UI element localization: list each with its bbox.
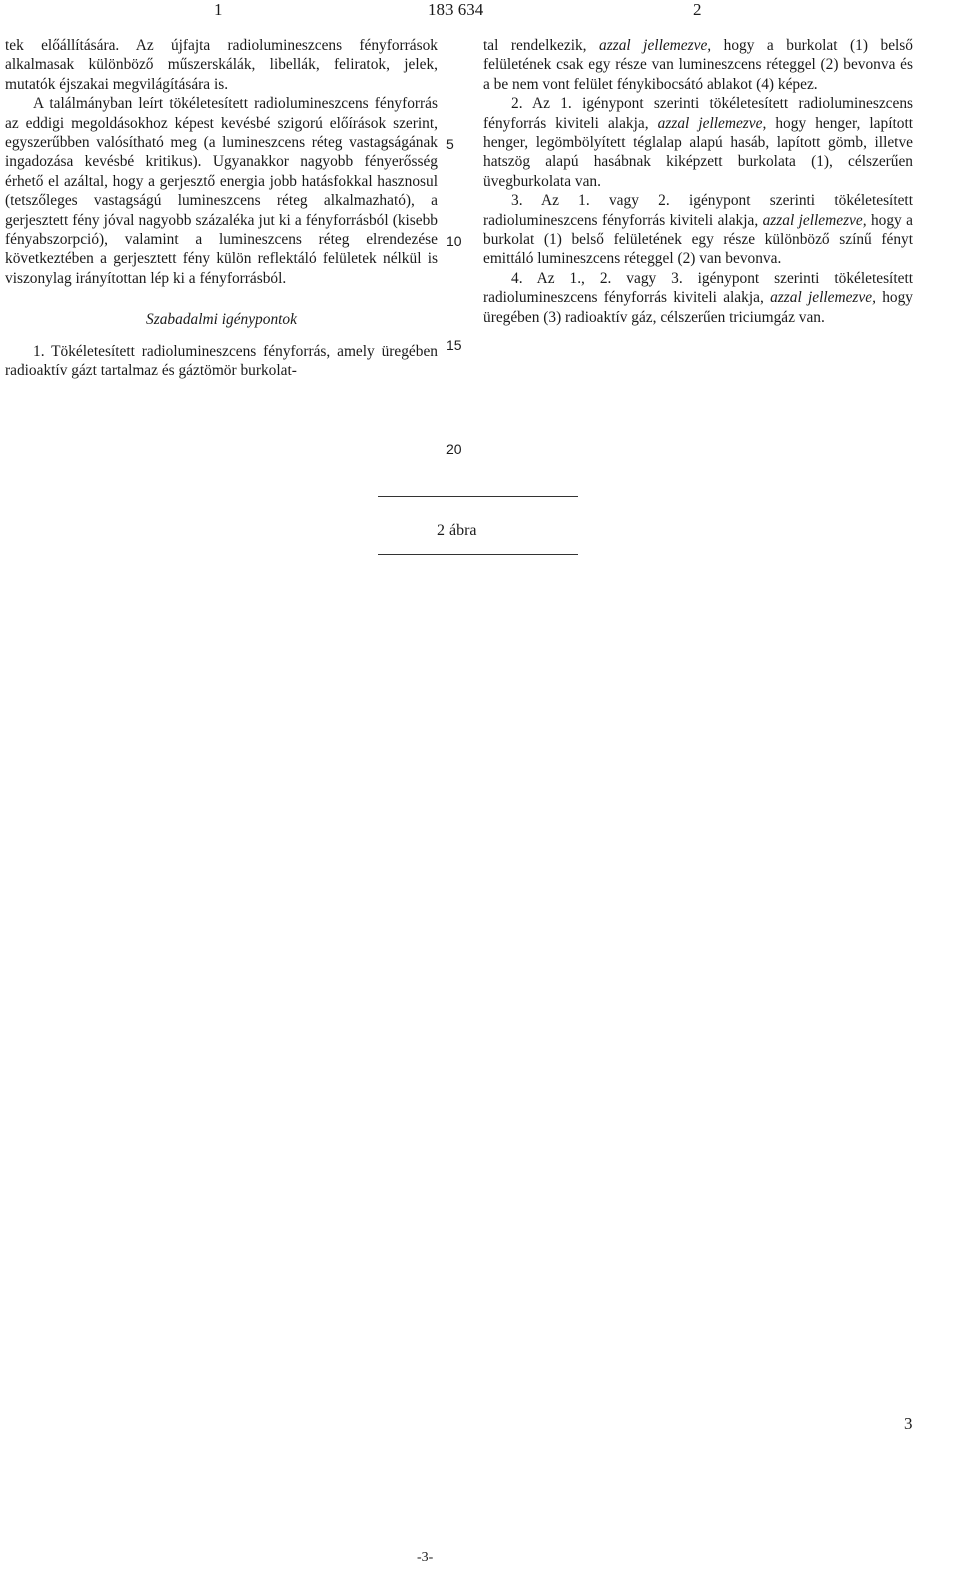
claims-heading: Szabadalmi igénypontok xyxy=(146,311,297,329)
line-number-15: 15 xyxy=(446,337,462,353)
line-number-10: 10 xyxy=(446,233,462,249)
left-page-number: 1 xyxy=(214,0,223,19)
claim-1-start: 1. Tökéletesített radiolumineszcens fényforrás, amely üregében radioaktív gázt tartalmaz és gáztömör burkolat- xyxy=(5,342,438,380)
right-column xyxy=(483,36,913,327)
line-number-5: 5 xyxy=(446,136,454,152)
line-number-20: 20 xyxy=(446,441,462,457)
paragraph-intro: tek előállítására. Az újfajta radiolumineszcens fényforrások alkalmasak különböző műszerskálák, libellák, feliratok, jelek, mutatók éjszakai megvilágítására is. xyxy=(5,37,438,93)
left-column xyxy=(5,36,438,381)
paragraph-advantages: A találmányban leírt tökéletesített radiolumineszcens fényforrás az eddigi megoldásokhoz képest kevésbé szigorú előírások szerint, egyszerűbben valósítható meg (a lumineszcens réteg vastagságának ingadozása kevésbé kritikus). Ugyanakkor nagyobb fényerősség érhető el azáltal, hogy a gerjesztő energia jobb hatásfokkal hasznosul (tetszőleges vastagságú lumineszcens réteg alkalmazható), a gerjesztett fény jóval nagyobb százaléka jut ki a fényforrásból (kisebb fényabszorpció), valamint a lumineszcens réteg elrendezése következtében a gerjesztett fény külön reflektáló felületek nélkül is viszonylag irányítottan lép ki a fényforrásból. xyxy=(5,95,438,287)
separator-rule-bottom xyxy=(378,554,578,555)
patent-number: 183 634 xyxy=(428,0,484,19)
claim-2: 2. Az 1. igénypont szerinti tökéletesített radiolumineszcens fényforrás kiviteli alakja, azzal jellemezve, hogy henger, lapított henger, legömbölyített téglalap alapú hasáb, lapított gömb, illetve hatszög alapú hasábnak kiképzett burkolata (1), célszerűen üvegburkolata van. xyxy=(483,95,913,190)
page-mark: 3 xyxy=(904,1414,913,1433)
claim-3: 3. Az 1. vagy 2. igénypont szerinti tökéletesített radiolumineszcens fényforrás kiviteli alakja, azzal jellemezve, hogy a burkolat (1) belső felületének egy része különböző színű fényt emittáló lumineszcens réteggel (2) van bevonva. xyxy=(483,192,913,268)
figure-label: 2 ábra xyxy=(437,522,477,539)
separator-rule-top xyxy=(378,496,578,497)
claim-4: 4. Az 1., 2. vagy 3. igénypont szerinti tökéletesített radiolumineszcens fényforrás kiviteli alakja, azzal jellemezve, hogy üregében (3) radioaktív gáz, célszerűen triciumgáz van. xyxy=(483,269,913,326)
footer-page-number: -3- xyxy=(417,1550,434,1565)
right-page-number: 2 xyxy=(693,0,702,19)
claim-1-end: tal rendelkezik, azzal jellemezve, hogy a burkolat (1) belső felületének csak egy része van lumineszcens réteggel (2) bevonva és a be nem vont felület fénykibocsátó ablakot (4) képez. xyxy=(483,37,913,93)
